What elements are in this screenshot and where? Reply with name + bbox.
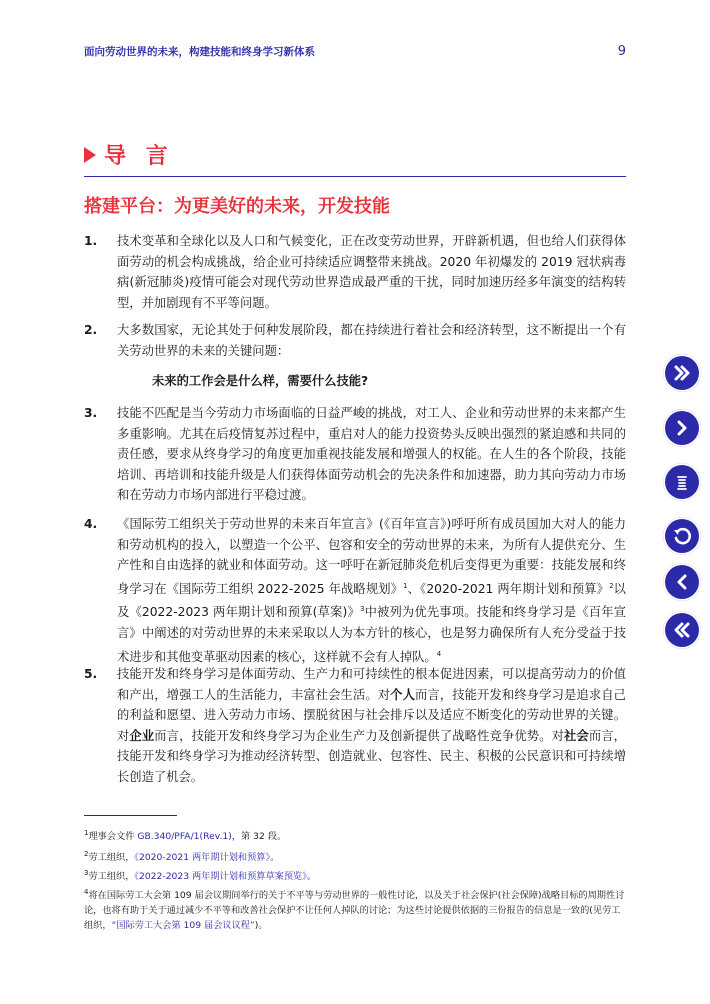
footnote-4: $^4$将在国际劳工大会第 109 届会议期间举行的关于不平等与劳动世界的一般性讨论，以及关于社会保护(社会保障)战略目标的周期性讨论，也将有助于关于通过减少不平等和改善社会保护不让任何人掉队的讨论；为这些讨论提供依据的三份报告的信息是一致的(见劳工组织，“国际劳工大会第 109 届会议议程”)。 [84,888,625,932]
paragraph-4 [84,514,626,667]
paragraph-number: 4. [84,517,98,531]
paragraph-text: 《国际劳工组织关于劳动世界的未来百年宣言》(《百年宣言》)呼吁所有成员国加大对人的能力和劳动机构的投入，以塑造一个公平、包容和安全的劳动世界的未来，为所有人提供充分、生产性和自由选择的就业和体面劳动。这一呼吁在新冠肺炎危机后变得更为重要：技能发展和终身学习在《国际劳工组织 2022-2025 年战略规划》$^1$、《2020-2021 两年期计划和预算》$^2$以及《2022-2023 两年期计划和预算(草案)》$^3$中被列为优先事项。技能和终身学习是《百年宣言》中阐述的对劳动世界的未来采取以人为本方针的核心，也是努力确保所有人充分受益于技术进步和其他变革驱动因素的核心，这样就不会有人掉队。$^4$ [117,517,626,664]
footnote-3: $^3$劳工组织，《2022-2023 两年期计划和预算草案预览》。 [84,869,317,883]
page-number: 9 [617,44,626,59]
paragraph-text: 技能开发和终身学习是体面劳动、生产力和可持续性的根本促进因素，可以提高劳动力的价值和产出，增强工人的生活能力，丰富社会生活。对个人而言，技能开发和终身学习是追求自己的利益和愿望、进入劳动力市场、摆脱贫困与社会排斥以及适应不断变化的劳动世界的关键。对企业而言，技能开发和终身学习为企业生产力及创新提供了战略性竞争优势。对社会而言，技能开发和终身学习为推动经济转型、创造就业、包容性、民主、积极的公民意识和可持续增长创造了机会。 [117,667,626,784]
footnote-ref[interactable]: 1 [403,581,408,590]
section-heading [84,139,626,177]
footnote-ref[interactable]: 4 [436,649,442,658]
footnote-ref[interactable]: 2 [609,581,614,590]
next-page-button[interactable] [663,409,701,447]
paragraph-text: 技术变革和全球化以及人口和气候变化，正在改变劳动世界，开辟新机遇，但也给人们获得体面劳动的机会构成挑战，给企业可持续适应调整带来挑战。2020 年初爆发的 2019 冠状病毒病(新冠肺炎)疫情可能会对现代劳动世界造成最严重的干扰，同时加速历经多年演变的结构转型，并加剧现有不平等问题。 [117,234,626,310]
previous-page-button[interactable] [663,563,701,601]
next-page-icon [671,417,693,439]
paragraph-3 [84,403,626,506]
last-page-icon [671,362,693,384]
back-icon [671,525,693,547]
paragraph-2 [84,320,626,361]
subheading: 搭建平台：为更美好的未来，开发技能 [84,196,390,217]
section-heading-text: 导 言 [104,144,174,169]
contents-icon [671,471,693,493]
paragraph-text: 技能不匹配是当今劳动力市场面临的日益严峻的挑战，对工人、企业和劳动世界的未来都产生多重影响。尤其在后疫情复苏过程中，重启对人的能力投资势头反映出强烈的紧迫感和共同的责任感，要求从终身学习的角度更加重视技能发展和增强人的权能。在人生的各个阶段，技能培训、再培训和技能升级是人们获得体面劳动机会的先决条件和加速器，助力其向劳动力市场和在劳动力市场内部进行平稳过渡。 [117,406,626,503]
paragraph-number: 1. [84,234,98,248]
footnote-link[interactable]: “国际劳工大会第 109 届会议议程” [111,920,255,932]
paragraph-text: 大多数国家，无论其处于何种发展阶段，都在持续进行着社会和经济转型，这不断提出一个有关劳动世界的未来的关键问题： [117,323,626,358]
first-page-button[interactable] [663,611,701,649]
triangle-bullet-icon [84,147,96,163]
running-header: 面向劳动世界的未来，构建技能和终身学习新体系 [84,46,315,58]
paragraph-number: 5. [84,667,98,681]
contents-button[interactable] [663,463,701,501]
footnote-ref[interactable]: 3 [359,605,365,614]
footnote-link[interactable]: 《2020-2021 两年期计划和预算》 [134,852,271,864]
footnote-2: $^2$劳工组织，《2020-2021 两年期计划和预算》。 [84,850,280,864]
footnote-1: $^1$理事会文件 GB.340/PFA/1(Rev.1)，第 32 段。 [84,829,287,843]
last-page-button[interactable] [663,354,701,392]
footnote-divider [84,815,177,816]
footnote-link[interactable]: 《2022-2023 两年期计划和预算草案预览》 [134,871,307,883]
back-button[interactable] [663,517,701,555]
previous-page-icon [671,571,693,593]
first-page-icon [671,619,693,641]
key-question: 未来的工作会是什么样，需要什么技能? [152,374,369,388]
paragraph-number: 2. [84,323,98,337]
paragraph-number: 3. [84,406,98,420]
footnote-link[interactable]: GB.340/PFA/1(Rev.1) [137,831,232,843]
paragraph-1 [84,231,626,313]
paragraph-5 [84,664,626,788]
